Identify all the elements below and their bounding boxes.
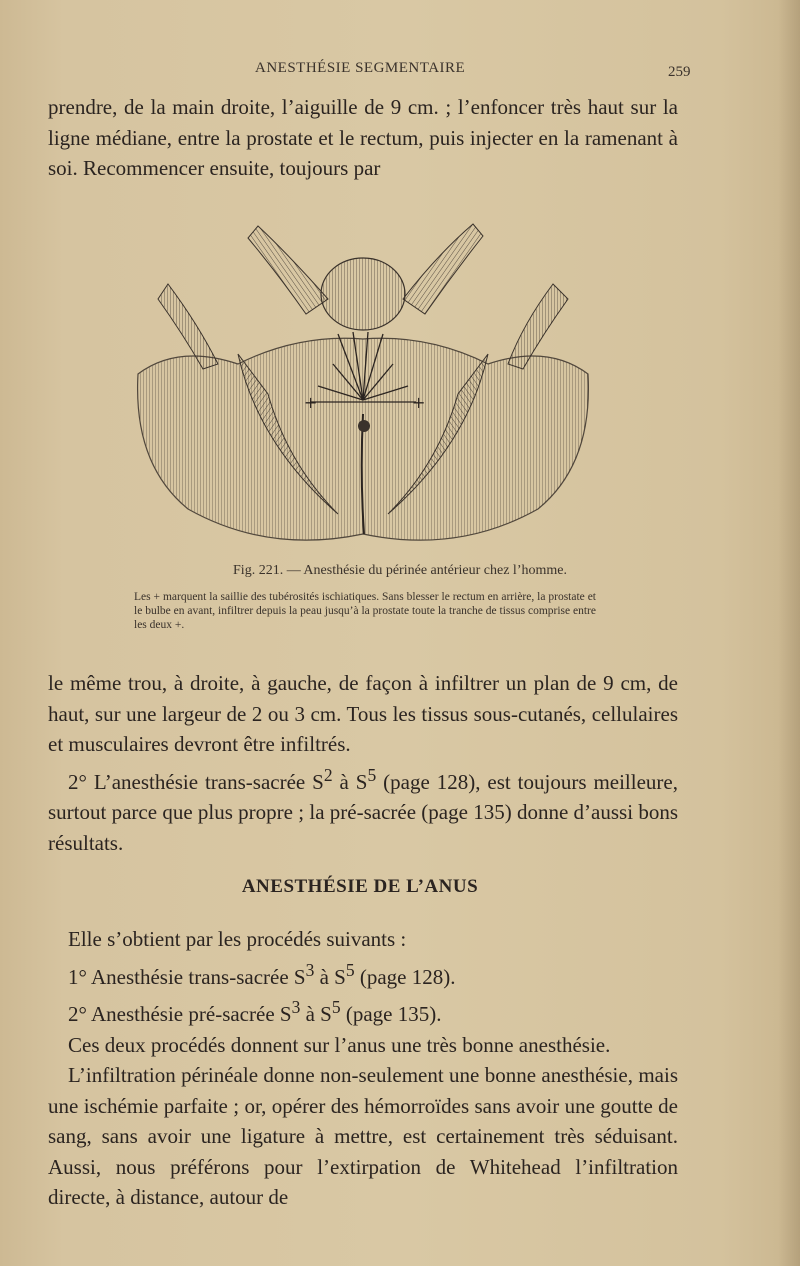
section-intro: Elle s’obtient par les procédés suivants : (68, 927, 407, 951)
closing-paragraph-2: L’infiltration périnéale donne non-seulement une bonne anesthésie, mais une ischémie parfaite ; or, opérer des hémorroïdes sans avoir une goutte de sang, sans avoir une ligature à mettre, est certainement très séduisant. Aussi, nous préférons pour l’extirpation de Whitehead l’infiltration directe, à distance, autour de (48, 1063, 678, 1209)
list-item-1: 1° Anesthésie trans-sacrée $S^3$ à $S^5$ (page 128). (68, 959, 456, 989)
figure-caption: Fig. 221. — Anesthésie du périnée antérieur chez l’homme. (233, 563, 567, 578)
cross-left: + (304, 393, 318, 412)
perineum-illustration (128, 214, 598, 554)
page-edge-shadow (778, 0, 800, 1266)
middle-paragraph-2: 2° L’anesthésie trans-sacrée $S^2$ à $S^5$ (page 128), est toujours meilleure, surtout parce que plus propre ; la pré-sacrée (page 135) donne d’aussi bons résultats. (48, 764, 678, 855)
figure-legend: Les + marquent la saillie des tubérosités ischiatiques. Sans blesser le rectum en arrière, la prostate et le bulbe en avant, infiltrer depuis la peau jusqu’à la prostate toute la tranche de tissus comprise entre les deux +. (134, 591, 596, 631)
middle-paragraph-1: le même trou, à droite, à gauche, de façon à infiltrer un plan de 9 cm, de haut, sur une largeur de 2 ou 3 cm. Tous les tissus sous-cutanés, cellulaires et musculaires devront être infiltrés. (48, 671, 678, 756)
top-paragraph-block (48, 92, 678, 184)
top-paragraph: prendre, de la main droite, l’aiguille de 9 cm. ; l’enfoncer très haut sur la ligne médiane, entre la prostate et le rectum, puis injecter en la ramenant à soi. Recommencer ensuite, toujours par (48, 95, 678, 180)
running-head: ANESTHÉSIE SEGMENTAIRE (255, 60, 466, 76)
scrotum (321, 258, 405, 330)
anus (358, 420, 370, 432)
lower-text-block (48, 924, 678, 1213)
right-leg (403, 224, 483, 314)
left-leg (248, 226, 328, 314)
cross-right: + (412, 393, 426, 412)
list-item-2: 2° Anesthésie pré-sacrée $S^3$ à $S^5$ (page 135). (68, 997, 442, 1026)
closing-paragraph-1: Ces deux procédés donnent sur l’anus une très bonne anesthésie. (68, 1032, 611, 1057)
page-number: 259 (668, 64, 691, 80)
middle-text-block (48, 668, 678, 858)
section-heading: ANESTHÉSIE DE L’ANUS (241, 876, 479, 897)
